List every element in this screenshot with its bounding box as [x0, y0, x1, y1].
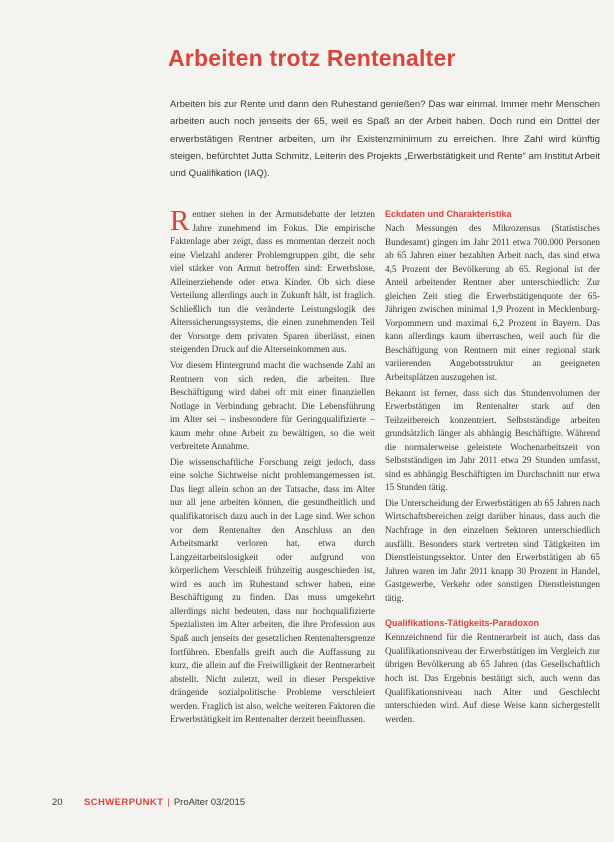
page-footer — [52, 797, 245, 808]
right-column — [385, 208, 600, 728]
section-heading: Qualifikations-Tätigkeits-Paradoxon — [385, 618, 540, 629]
page-number: 20 — [52, 797, 63, 808]
body-paragraph — [170, 205, 375, 357]
footer-separator: | — [167, 797, 170, 808]
footer-section: SCHWERPUNKT — [84, 797, 164, 808]
drop-cap: R — [170, 205, 190, 237]
body-paragraph-text: entner stehen in der Armutsdebatte der letzten Jahre zunehmend im Fokus. Die empirische Faktenlage aber zeigt, dass es momentan derzeit noch eine Vielzahl anderer Problemgruppen gibt, die sehr viel stärker von Armut betroffen sind: Erwerbslose, Alleinerziehende oder etwa Kinder. Ob sich diese Verteilung allerdings auch in Zukunft hält, ist fraglich. Schließlich tun die veränderte Leistungslogik des Alterssicherungssystems, die einen zunehmenden Teil der Vorsorge dem privaten Sparen überlässt, einen steigenden Druck auf die Alterseinkommen aus. — [170, 209, 375, 355]
footer-publication: ProAlter 03/2015 — [173, 797, 246, 808]
body-paragraph: Die wissenschaftliche Forschung zeigt jedoch, dass eine solche Sichtweise nicht problemangemessen ist. Das liegt allein schon an der Tatsache, dass im Alter nur all jene arbeiten können, die gesundheitlich und qualifikatorisch dazu auch in der Lage sind. Wer schon vor dem Rentenalter den Anschluss an den Arbeitsmarkt verloren hat, etwa durch Langzeitarbeitslosigkeit oder aufgrund von körperlichem Verschleiß frühzeitig ausgeschieden ist, wird es auch im Ruhestand schwer haben, eine Beschäftigung zu finden. Das muss umgekehrt allerdings nicht bedeuten, dass nur hochqualifizierte Spezialisten im Alter arbeiten, die ihre Profession aus Spaß auch jenseits der gesetzlichen Rentenaltersgrenze fortführen. Ebenfalls greift auch die Auffassung zu kurz, die allein auf die Freiwilligkeit der Rentnerarbeit abstellt. Nicht zuletzt, weil in dieser Perspektive drängende sozialpolitische Probleme verschleiert werden. Fraglich ist also, welche weiteren Faktoren die Erwerbstätigkeit im Rentenalter derzeit beeinflussen. — [170, 456, 375, 725]
article-lead: Arbeiten bis zur Rente und dann den Ruhestand genießen? Das war einmal. Immer mehr Menschen arbeiten auch noch jenseits der 65, weil es Spaß an der Arbeit haben. Doch rund ein Drittel der erwerbstätigen Rentner arbeiten, um ihr Existenzminimum zu erreichen. Ihre Zahl wird künftig steigen, befürchtet Jutta Schmitz, Leiterin des Projekts „Erwerbstätigkeit und Rente“ am Institut Arbeit und Qualifikation (IAQ). — [170, 99, 600, 180]
body-paragraph: Bekannt ist ferner, dass sich das Stundenvolumen der Erwerbstätigen im Rentenalter stark auf den Teilzeitbereich konzentriert. Selbstständige arbeiten grundsätzlich länger als abhängig Beschäftigte. Während die normalerweise geleistete Wochenarbeitszeit von Selbstständigen im Jahr 2011 etwa 29 Stunden umfasst, sind es abhängig Beschäftigten im Durchschnitt nur etwa 15 Stunden tätig. — [385, 387, 600, 493]
body-paragraph: Vor diesem Hintergrund macht die wachsende Zahl an Rentnern von sich reden, die arbeiten. Ihre Beschäftigung wird dabei oft mit einer finanziellen Notlage in Verbindung gebracht. Die Lebensführung im Alter sei – insbesondere für Geringqualifizierte – kaum mehr ohne Arbeit zu bewältigen, so die weit verbreitete Annahme. — [170, 360, 375, 452]
body-paragraph: Die Unterscheidung der Erwerbstätigen ab 65 Jahren nach Wirtschaftsbereichen zeigt darüber hinaus, dass auch die Nachfrage in den einzelnen Sektoren unterschiedlich ausfällt. Besonders stark vertreten sind Tätigkeiten im Dienstleistungssektor. Unter den Erwerbstätigen ab 65 Jahren waren im Jahr 2011 knapp 30 Prozent in Handel, Gastgewerbe, Verkehr oder sonstigen Dienstleistungen tätig. — [385, 497, 600, 603]
section-heading: Eckdaten und Charakteristika — [385, 209, 512, 219]
body-paragraph: Nach Messungen des Mikrozensus (Statistisches Bundesamt) gingen im Jahr 2011 etwa 700.000 Personen ab 65 Jahren einer bezahlten Arbeit nach, das sind etwa 4,5 Prozent der Bevölkerung ab 65. Regional ist der Anteil arbeitender Rentner aber unterschiedlich: Zur gleichen Zeit stieg die Erwerbstätigenquote der 65-Jährigen zwischen minimal 1,9 Prozent in Mecklenburg-Vorpommern und maximal 6,2 Prozent in Bayern. Das kann allerdings kaum überraschen, weil auch für die Beschäftigung von Rentnern mit einer regional stark variierenden Angebotsstruktur an geeigneten Arbeitsplätzen auszugehen ist. — [385, 223, 600, 383]
left-column — [170, 205, 375, 729]
article-title: Arbeiten trotz Rentenalter — [168, 45, 456, 71]
body-paragraph: Kennzeichnend für die Rentnerarbeit ist auch, dass das Qualifikationsniveau der Erwerbstätigen im Vergleich zur übrigen Bevölkerung ab 65 Jahren (das Gesellschaftlich hoch ist. Das Ergebnis bestätigt sich, auch wenn das Qualifikationsniveau nach Alter und Geschlecht unterschieden wird. Auf diese Weise kann sichergestellt werden. — [385, 632, 600, 724]
